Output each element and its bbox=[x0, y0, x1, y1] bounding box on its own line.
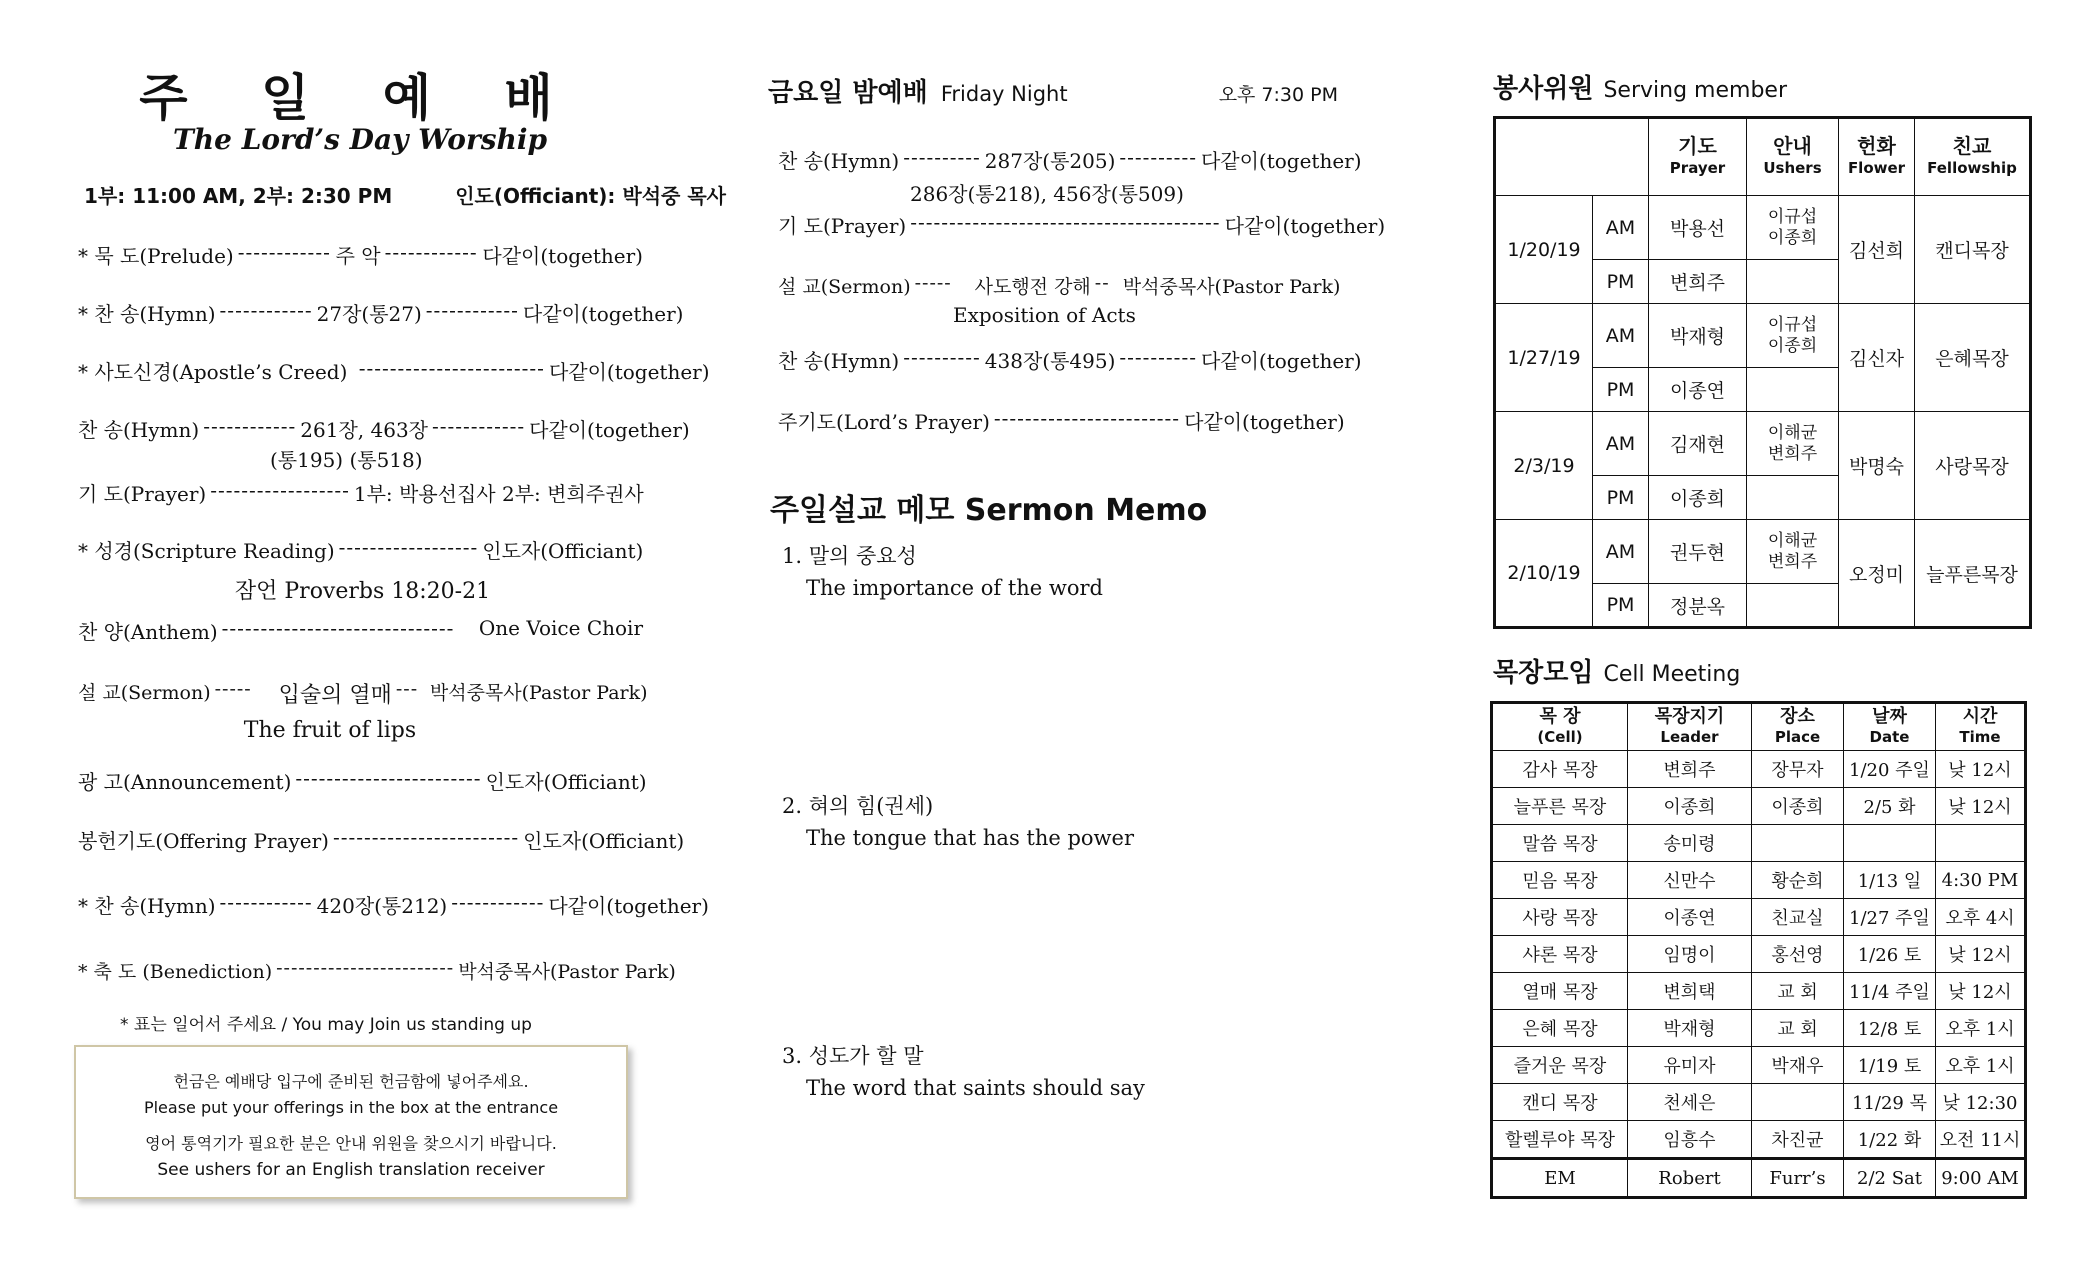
cell-date: 1/22 화 bbox=[1844, 1121, 1936, 1159]
cell-name: 열매 목장 bbox=[1492, 973, 1628, 1010]
friday-hymn-extra: 286장(통218), 456장(통509) bbox=[910, 182, 1184, 206]
order-item-offering bbox=[78, 825, 685, 854]
friday-item-prayer bbox=[778, 210, 1386, 239]
cell-date bbox=[1844, 825, 1936, 862]
item-value: 다같이(together) bbox=[548, 360, 710, 384]
leader-dots: ------------ bbox=[219, 890, 313, 914]
cell-title-ko: 목장모임 bbox=[1493, 658, 1594, 688]
item-value: 다같이(together) bbox=[548, 894, 709, 918]
serving-header-ushers: 안내 Ushers bbox=[1747, 118, 1839, 196]
memo-item-3 bbox=[782, 1040, 1145, 1104]
serving-date: 2/10/19 bbox=[1495, 520, 1593, 628]
cell-leader: 천세은 bbox=[1628, 1084, 1752, 1121]
am-label: AM bbox=[1593, 412, 1649, 476]
memo-en: The word that saints should say bbox=[806, 1076, 1145, 1100]
memo-item-2 bbox=[782, 790, 1134, 854]
cell-name: 캔디 목장 bbox=[1492, 1084, 1628, 1121]
cell-time: 낮 12시 bbox=[1936, 936, 2026, 973]
am-prayer: 김재현 bbox=[1649, 412, 1747, 476]
flower: 박명숙 bbox=[1839, 412, 1915, 520]
cell-leader: 송미령 bbox=[1628, 825, 1752, 862]
cell-header-place: 장소 Place bbox=[1752, 703, 1844, 751]
scripture-reference: 잠언 Proverbs 18:20-21 bbox=[234, 579, 491, 604]
leader-dots: ------------------------ bbox=[993, 406, 1181, 430]
leader-dots: ------------ bbox=[451, 890, 545, 914]
serving-row bbox=[1495, 520, 2031, 584]
cell-leader: 박재형 bbox=[1628, 1010, 1752, 1047]
friday-item-hymn-2 bbox=[778, 345, 1362, 374]
cell-meeting-table bbox=[1490, 701, 2027, 1199]
item-value: 다같이(together) bbox=[1200, 149, 1362, 173]
service-times bbox=[84, 180, 726, 209]
leader-dots: ------------------------ bbox=[295, 766, 482, 790]
fellowship: 은혜목장 bbox=[1915, 304, 2031, 412]
cell-place bbox=[1752, 1084, 1844, 1121]
item-center: 420장(통212) bbox=[316, 894, 448, 918]
serving-header-prayer: 기도 Prayer bbox=[1649, 118, 1747, 196]
friday-title-en: Friday Night bbox=[940, 82, 1068, 106]
order-item-creed bbox=[78, 356, 710, 385]
item-center: 287장(통205) bbox=[984, 149, 1116, 173]
item-label: 설 교(Sermon) bbox=[778, 276, 911, 298]
memo-ko: 2. 혀의 힘(권세) bbox=[782, 794, 934, 818]
officiant-label: 인도(Officiant): bbox=[455, 184, 616, 208]
cell-place bbox=[1752, 825, 1844, 862]
leader-dots: ---------- bbox=[903, 345, 981, 369]
cell-name: 늘푸른 목장 bbox=[1492, 788, 1628, 825]
item-label: 봉헌기도(Offering Prayer) bbox=[78, 829, 329, 853]
serving-header-row bbox=[1495, 118, 2031, 196]
table-row bbox=[1492, 973, 2026, 1010]
cell-place: 황순희 bbox=[1752, 862, 1844, 899]
serving-header-blank bbox=[1495, 118, 1649, 196]
leader-dots: ------------------------ bbox=[276, 957, 455, 979]
cell-name: 즐거운 목장 bbox=[1492, 1047, 1628, 1084]
pm-ushers bbox=[1747, 368, 1839, 412]
cell-date: 1/26 토 bbox=[1844, 936, 1936, 973]
cell-name: 감사 목장 bbox=[1492, 751, 1628, 788]
leader-dots: ----- bbox=[914, 272, 952, 294]
table-row bbox=[1492, 936, 2026, 973]
cell-date: 11/29 목 bbox=[1844, 1084, 1936, 1121]
item-value: 인도자(Officiant) bbox=[523, 829, 685, 853]
cell-header-leader: 목장지기 Leader bbox=[1628, 703, 1752, 751]
cell-title bbox=[1493, 652, 1740, 689]
item-value: 1부: 박용선집사 2부: 변희주권사 bbox=[353, 482, 644, 506]
friday-header bbox=[768, 72, 1338, 109]
cell-date: 1/20 주일 bbox=[1844, 751, 1936, 788]
friday-sermon-en: Exposition of Acts bbox=[953, 303, 1136, 327]
serving-date: 1/20/19 bbox=[1495, 196, 1593, 304]
item-center: 입술의 열매 bbox=[278, 683, 392, 708]
cell-leader: 유미자 bbox=[1628, 1047, 1752, 1084]
cell-date: 2/2 Sat bbox=[1844, 1159, 1936, 1198]
item-label: * 묵 도(Prelude) bbox=[78, 244, 234, 268]
table-row bbox=[1492, 751, 2026, 788]
pm-ushers bbox=[1747, 260, 1839, 304]
order-item-scripture bbox=[78, 535, 643, 564]
am-ushers: 이해균 변희주 bbox=[1747, 520, 1839, 584]
cell-header-time: 시간 Time bbox=[1936, 703, 2026, 751]
order-item-sermon bbox=[78, 678, 648, 709]
item-label: 주기도(Lord’s Prayer) bbox=[778, 410, 990, 434]
item-label: 광 고(Announcement) bbox=[78, 770, 292, 794]
order-item-anthem bbox=[78, 616, 643, 645]
cell-leader: 변희택 bbox=[1628, 973, 1752, 1010]
leader-dots: ------------ bbox=[384, 240, 478, 264]
item-value: 다같이(together) bbox=[1184, 410, 1345, 434]
am-ushers: 이규섭 이종희 bbox=[1747, 304, 1839, 368]
cell-leader: 변희주 bbox=[1628, 751, 1752, 788]
cell-time: 오전 11시 bbox=[1936, 1121, 2026, 1159]
item-value: 다같이(together) bbox=[529, 418, 690, 442]
memo-en: The tongue that has the power bbox=[806, 826, 1135, 850]
table-row bbox=[1492, 788, 2026, 825]
flower: 오정미 bbox=[1839, 520, 1915, 628]
order-item-hymn-1 bbox=[78, 298, 684, 327]
leader-dots: ------------------------------ bbox=[221, 616, 455, 640]
cell-leader: 임명이 bbox=[1628, 936, 1752, 973]
cell-leader: 이종연 bbox=[1628, 899, 1752, 936]
item-label: * 찬 송(Hymn) bbox=[78, 302, 216, 326]
cell-place: 장무자 bbox=[1752, 751, 1844, 788]
am-ushers: 이규섭 이종희 bbox=[1747, 196, 1839, 260]
memo-ko: 3. 성도가 할 말 bbox=[782, 1044, 924, 1068]
item-label: 찬 송(Hymn) bbox=[78, 418, 200, 442]
cell-time: 오후 1시 bbox=[1936, 1010, 2026, 1047]
cell-date: 2/5 화 bbox=[1844, 788, 1936, 825]
friday-item-hymn bbox=[778, 145, 1362, 174]
flower: 김신자 bbox=[1839, 304, 1915, 412]
friday-title: 금요일 밤예배 bbox=[768, 78, 928, 108]
sermon-memo-title: 주일설교 메모 Sermon Memo bbox=[770, 493, 1208, 528]
leader-dots: -- bbox=[1094, 272, 1110, 294]
table-row bbox=[1492, 899, 2026, 936]
item-label: * 찬 송(Hymn) bbox=[78, 894, 216, 918]
cell-name: 샤론 목장 bbox=[1492, 936, 1628, 973]
pm-label: PM bbox=[1593, 476, 1649, 520]
order-item-announcement bbox=[78, 766, 647, 795]
fellowship: 캔디목장 bbox=[1915, 196, 2031, 304]
order-item-prelude bbox=[78, 240, 643, 269]
table-row bbox=[1492, 825, 2026, 862]
cell-time: 오후 1시 bbox=[1936, 1047, 2026, 1084]
item-label: * 성경(Scripture Reading) bbox=[78, 539, 335, 563]
leader-dots: ------------ bbox=[219, 298, 313, 322]
pm-prayer: 이종연 bbox=[1649, 368, 1747, 412]
cell-time: 낮 12시 bbox=[1936, 751, 2026, 788]
item-label: * 축 도 (Benediction) bbox=[78, 961, 273, 983]
leader-dots: ------------------ bbox=[210, 478, 350, 502]
item-value: 다같이(together) bbox=[1224, 214, 1386, 238]
order-item-prayer bbox=[78, 478, 643, 507]
flower: 김선희 bbox=[1839, 196, 1915, 304]
cell-leader: Robert bbox=[1628, 1159, 1752, 1198]
cell-date: 1/13 일 bbox=[1844, 862, 1936, 899]
translation-line-1: 영어 통역기가 필요한 분은 안내 위원을 찾으시기 바랍니다. bbox=[145, 1134, 557, 1153]
cell-name: 사랑 목장 bbox=[1492, 899, 1628, 936]
leader-dots: ------------------------ bbox=[332, 825, 520, 849]
leader-dots: ------------ bbox=[432, 414, 526, 438]
cell-header-row bbox=[1492, 703, 2026, 751]
memo-en: The importance of the word bbox=[806, 576, 1103, 600]
cell-time: 낮 12시 bbox=[1936, 788, 2026, 825]
cell-leader: 임흥수 bbox=[1628, 1121, 1752, 1159]
serving-header-fellowship: 친교 Fellowship bbox=[1915, 118, 2031, 196]
table-row bbox=[1492, 1047, 2026, 1084]
serving-date: 1/27/19 bbox=[1495, 304, 1593, 412]
fellowship: 사랑목장 bbox=[1915, 412, 2031, 520]
page-title: 주 일 예 배 bbox=[139, 69, 581, 127]
item-center: 사도행전 강해 bbox=[974, 276, 1091, 298]
pm-ushers bbox=[1747, 584, 1839, 628]
serving-row bbox=[1495, 412, 2031, 476]
cell-time: 낮 12시 bbox=[1936, 973, 2026, 1010]
cell-place: 친교실 bbox=[1752, 899, 1844, 936]
serving-title-en: Serving member bbox=[1603, 78, 1787, 103]
item-label: * 사도신경(Apostle’s Creed) bbox=[78, 360, 348, 384]
item-label: 기 도(Prayer) bbox=[78, 482, 207, 506]
cell-leader: 이종희 bbox=[1628, 788, 1752, 825]
table-row bbox=[1492, 1159, 2026, 1198]
item-center: 27장(통27) bbox=[316, 302, 422, 326]
friday-time: 오후 7:30 PM bbox=[1218, 84, 1338, 106]
item-center: 261장, 463장 bbox=[300, 418, 428, 442]
page-subtitle: The Lord’s Day Worship bbox=[172, 123, 548, 156]
cell-leader: 신만수 bbox=[1628, 862, 1752, 899]
pm-prayer: 이종희 bbox=[1649, 476, 1747, 520]
offering-line-1: 헌금은 예배당 입구에 준비된 헌금함에 넣어주세요. bbox=[173, 1072, 529, 1091]
table-row bbox=[1492, 1010, 2026, 1047]
cell-date: 1/27 주일 bbox=[1844, 899, 1936, 936]
fellowship: 늘푸른목장 bbox=[1915, 520, 2031, 628]
item-value: One Voice Choir bbox=[478, 616, 643, 640]
translation-line-2: See ushers for an English translation receiver bbox=[157, 1160, 545, 1180]
leader-dots: ------------ bbox=[237, 240, 331, 264]
am-prayer: 박용선 bbox=[1649, 196, 1747, 260]
serving-date: 2/3/19 bbox=[1495, 412, 1593, 520]
pm-ushers bbox=[1747, 476, 1839, 520]
am-label: AM bbox=[1593, 520, 1649, 584]
am-label: AM bbox=[1593, 196, 1649, 260]
cell-date: 11/4 주일 bbox=[1844, 973, 1936, 1010]
serving-title bbox=[1493, 68, 1787, 105]
service-times-text: 1부: 11:00 AM, 2부: 2:30 PM bbox=[84, 184, 393, 208]
standing-note: * 표는 일어서 주세요 / You may Join us standing up bbox=[120, 1015, 532, 1035]
item-value: 인도자(Officiant) bbox=[482, 539, 644, 563]
cell-place: 교 회 bbox=[1752, 1010, 1844, 1047]
item-value: 다같이(together) bbox=[522, 302, 684, 326]
leader-dots: ---------- bbox=[903, 145, 981, 169]
cell-time: 9:00 AM bbox=[1936, 1159, 2026, 1198]
am-label: AM bbox=[1593, 304, 1649, 368]
leader-dots: ---------------------------------------- bbox=[910, 210, 1221, 234]
item-label: 찬 송(Hymn) bbox=[778, 149, 900, 173]
pm-label: PM bbox=[1593, 260, 1649, 304]
leader-dots: ------------ bbox=[203, 414, 297, 438]
officiant-name: 박석중 목사 bbox=[622, 184, 726, 208]
am-ushers: 이해균 변희주 bbox=[1747, 412, 1839, 476]
leader-dots: ------------------ bbox=[338, 535, 479, 559]
item-center: 438장(통495) bbox=[984, 349, 1116, 373]
friday-item-lords-prayer bbox=[778, 406, 1345, 435]
order-item-hymn-2 bbox=[78, 414, 690, 443]
pm-prayer: 변희주 bbox=[1649, 260, 1747, 304]
cell-time: 4:30 PM bbox=[1936, 862, 2026, 899]
item-center: 주 악 bbox=[335, 244, 381, 268]
cell-place: 차진균 bbox=[1752, 1121, 1844, 1159]
cell-name: 믿음 목장 bbox=[1492, 862, 1628, 899]
table-row bbox=[1492, 1121, 2026, 1159]
cell-date: 1/19 토 bbox=[1844, 1047, 1936, 1084]
pm-prayer: 정분옥 bbox=[1649, 584, 1747, 628]
friday-item-sermon bbox=[778, 272, 1340, 299]
hymn-old-numbers: (통195) (통518) bbox=[270, 448, 423, 472]
leader-dots: ---------- bbox=[1119, 345, 1197, 369]
item-value: 박석중목사(Pastor Park) bbox=[1122, 276, 1341, 298]
memo-ko: 1. 말의 중요성 bbox=[782, 544, 917, 568]
am-prayer: 권두현 bbox=[1649, 520, 1747, 584]
cell-time bbox=[1936, 825, 2026, 862]
pm-label: PM bbox=[1593, 368, 1649, 412]
table-row bbox=[1492, 1084, 2026, 1121]
cell-time: 낮 12:30 bbox=[1936, 1084, 2026, 1121]
cell-place: 홍선영 bbox=[1752, 936, 1844, 973]
memo-item-1 bbox=[782, 540, 1103, 604]
serving-row bbox=[1495, 196, 2031, 260]
serving-header-flower: 헌화 Flower bbox=[1839, 118, 1915, 196]
cell-place: 박재우 bbox=[1752, 1047, 1844, 1084]
cell-header-cell: 목 장 (Cell) bbox=[1492, 703, 1628, 751]
pm-label: PM bbox=[1593, 584, 1649, 628]
order-item-hymn-3 bbox=[78, 890, 709, 919]
sermon-english-title: The fruit of lips bbox=[243, 718, 417, 743]
am-prayer: 박재형 bbox=[1649, 304, 1747, 368]
cell-name: EM bbox=[1492, 1159, 1628, 1198]
cell-name: 말씀 목장 bbox=[1492, 825, 1628, 862]
cell-time: 오후 4시 bbox=[1936, 899, 2026, 936]
item-label: 설 교(Sermon) bbox=[78, 682, 211, 704]
order-item-benediction bbox=[78, 957, 676, 984]
offering-notice-box bbox=[74, 1045, 628, 1199]
item-value: 박석중목사(Pastor Park) bbox=[458, 961, 676, 983]
offering-line-2: Please put your offerings in the box at the entrance bbox=[143, 1098, 559, 1117]
item-value: 다같이(together) bbox=[1200, 349, 1362, 373]
cell-place: 교 회 bbox=[1752, 973, 1844, 1010]
cell-place: 이종희 bbox=[1752, 788, 1844, 825]
cell-title-en: Cell Meeting bbox=[1603, 662, 1741, 687]
table-row bbox=[1492, 862, 2026, 899]
leader-dots: --- bbox=[395, 678, 419, 700]
leader-dots: ------------ bbox=[425, 298, 519, 322]
item-label: 찬 양(Anthem) bbox=[78, 620, 218, 644]
item-value: 인도자(Officiant) bbox=[485, 770, 647, 794]
item-label: 기 도(Prayer) bbox=[778, 214, 907, 238]
item-label: 찬 송(Hymn) bbox=[778, 349, 900, 373]
leader-dots: ------------------------ bbox=[351, 356, 545, 380]
leader-dots: ---------- bbox=[1119, 145, 1197, 169]
serving-row bbox=[1495, 304, 2031, 368]
leader-dots: ----- bbox=[214, 678, 252, 700]
item-value: 박석중목사(Pastor Park) bbox=[429, 682, 648, 704]
cell-name: 할렐루야 목장 bbox=[1492, 1121, 1628, 1159]
cell-header-date: 날짜 Date bbox=[1844, 703, 1936, 751]
cell-place: Furr’s bbox=[1752, 1159, 1844, 1198]
serving-table bbox=[1493, 116, 2032, 629]
cell-date: 12/8 토 bbox=[1844, 1010, 1936, 1047]
item-value: 다같이(together) bbox=[482, 244, 643, 268]
cell-name: 은혜 목장 bbox=[1492, 1010, 1628, 1047]
serving-title-ko: 봉사위원 bbox=[1493, 74, 1594, 104]
